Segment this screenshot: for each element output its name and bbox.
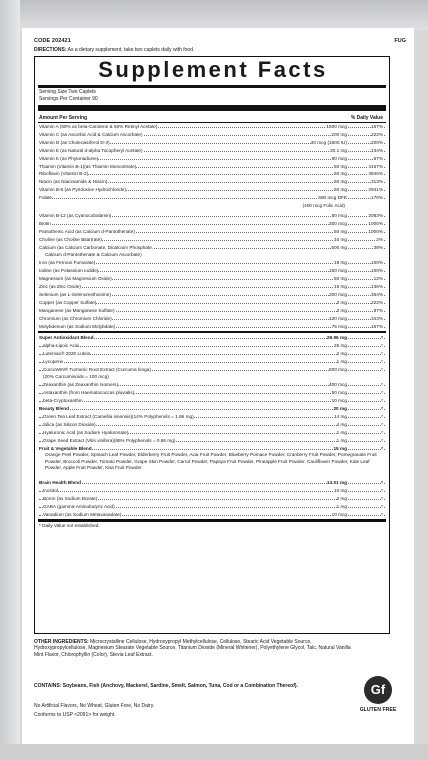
- nutrient-dv: *: [381, 406, 383, 411]
- nutrient-amount: 25 mg: [333, 342, 347, 348]
- usp-statement: Conforms to USP <2091> for weight.: [34, 712, 116, 718]
- folic-acid-text: (400 mcg Folic Acid): [302, 203, 345, 208]
- nutrient-amount: 13.01 mg: [326, 480, 347, 486]
- nutrient-row: [39, 397, 385, 404]
- nutrient-name: Choline (as Choline Bitartrate): [39, 236, 102, 242]
- nutrient-row: [39, 291, 385, 298]
- nutrient-row: [39, 244, 385, 251]
- nutrient-name: Green Tea Leaf Extract (Camellia sinensis)(14% Polyphenols = 1.96 mg): [43, 413, 194, 419]
- nutrient-dv: 38%: [373, 244, 383, 250]
- nutrient-row: [39, 163, 385, 170]
- nutrient-dv: *: [381, 390, 383, 396]
- nutrient-name: Boron (as Sodium Borate): [43, 496, 98, 501]
- nutrient-dv: *: [381, 398, 383, 404]
- nutrient-amount: 18 mg: [333, 260, 347, 266]
- nutrient-dv: 313%: [371, 179, 383, 185]
- folic-acid-note: [39, 202, 385, 209]
- nutrient-row: [39, 437, 385, 444]
- nutrient-row: [39, 275, 385, 282]
- directions-label: DIRECTIONS:: [34, 47, 67, 53]
- nutrient-row: [39, 487, 385, 494]
- nutrient-amount: 1 mg: [336, 358, 347, 364]
- nutrient-amount: 80 mcg: [331, 155, 347, 161]
- nutrient-dv: *: [381, 496, 383, 501]
- nutrient-amount: 50 mg: [333, 187, 347, 193]
- nutrient-amount: 1 mg: [336, 503, 347, 509]
- nutrient-amount: 10 mg: [333, 488, 347, 494]
- other-ingredients-text: Microcrystalline Cellulose, Hydroxypropyl Methylcellulose, Cellulose, Stearic Acid Vegetable Source, Hydroxypropylcellulose, Magnesium Stearate Vegetable Source, Titanium Dioxide (Mineral Whitener), Polyethylene Glycol, Talc, Natural Vanilla Mint Flavor, Chlorophyllin (Color), Stevia Leaf Extract.: [34, 639, 351, 658]
- nutrient-amount: 1 mg: [336, 437, 347, 443]
- nutrient-row: [39, 228, 385, 235]
- thick-rule: [38, 105, 386, 111]
- brain-health-blend-row: [39, 479, 385, 486]
- nutrient-amount: 28.96 mg: [326, 334, 347, 340]
- free-from-statement: No Artificial Flavors, No Wheat, Gluten Free, No Dairy.: [34, 703, 155, 709]
- nutrient-name: Magnesium (as Magnesium Oxide): [39, 276, 112, 282]
- nutrient-dv: *: [381, 429, 383, 435]
- nutrient-amount: 50 mg: [333, 171, 347, 177]
- nutrient-dv: 3846%: [368, 171, 383, 177]
- nutrient-name: Grape Seed Extract (Vitis vinifera)(86% Polyphenols = 0.86 mg): [43, 437, 176, 443]
- nutrient-name: Riboflavin (Vitamin B-2): [39, 171, 89, 177]
- nutrient-row: [39, 212, 385, 219]
- nutrient-amount: 75 mcg: [331, 323, 347, 329]
- nutrient-amount: 500 mcg: [329, 366, 347, 372]
- nutrient-amount: 2 mg: [336, 350, 347, 356]
- nutrient-dv: 2941%: [368, 187, 383, 193]
- nutrient-dv: *: [381, 421, 383, 427]
- nutrient-row: [39, 358, 385, 365]
- fug-mark: FUG: [394, 38, 406, 44]
- nutrient-name: Brain Health Blend: [39, 480, 81, 486]
- nutrient-amount: 50 mg: [333, 276, 347, 282]
- nutrient-amount: 2 mg: [336, 496, 347, 501]
- nutrient-row: [39, 123, 385, 130]
- nutrient-name: Vitamin B-12 (as Cyanocobalamin): [39, 212, 112, 218]
- nutrient-name: Inositol: [43, 488, 58, 494]
- nutrient-dv: *: [381, 480, 383, 486]
- gluten-free-label: GLUTEN FREE: [359, 707, 397, 713]
- nutrient-name: Iron (as Ferrous Fumarate): [39, 260, 96, 266]
- curcumin-note: [39, 373, 385, 380]
- nutrient-dv: 136%: [371, 284, 383, 289]
- nutrient-row: [39, 323, 385, 330]
- nutrient-row: [39, 389, 385, 396]
- nutrient-amount: 20 mg: [333, 406, 347, 411]
- nutrient-amount: 50 mg: [333, 228, 347, 234]
- nutrient-amount: 50 mcg: [331, 212, 347, 218]
- note-text: * Daily Value not established.: [39, 523, 100, 529]
- leader-dots: [39, 354, 385, 355]
- nutrient-row: [39, 413, 385, 420]
- nutrient-dv: 134%: [371, 147, 383, 153]
- nutrient-row: [39, 259, 385, 266]
- nutrient-row: [39, 186, 385, 193]
- nutrient-dv: 12%: [373, 276, 383, 282]
- nutrient-name: Vitamin D (as Cholecalciferol D-3): [39, 139, 110, 145]
- nutrient-dv: *: [381, 503, 383, 509]
- product-code: CODE 202421: [34, 38, 71, 44]
- amount-header: Amount Per Serving: [39, 115, 88, 121]
- nutrient-row: [39, 170, 385, 177]
- other-ingredients: [34, 639, 354, 658]
- nutrient-row: [39, 366, 385, 373]
- nutrient-row: [39, 299, 385, 306]
- nutrient-name: Thiamin (Vitamin B-1)(as Thiamin Mononitrate): [39, 163, 137, 169]
- nutrient-name: Iodine (as Potassium Iodide): [39, 268, 99, 274]
- note-text: Calcium d-Pantothenate & Calcium Ascorbate): [45, 252, 142, 258]
- nutrient-dv: 222%: [371, 299, 383, 305]
- nutrient-name: Lutemax® 2020 Lutein: [43, 350, 91, 356]
- nutrient-amount: 4 mg: [336, 421, 347, 427]
- nutrient-dv: 343%: [371, 315, 383, 321]
- nutrient-dv: *: [381, 358, 383, 364]
- package-top-edge: [0, 0, 428, 30]
- nutrient-amount: 120 mcg: [329, 315, 347, 321]
- nutrient-name: Chromium (as Chromium Chloride): [39, 315, 112, 321]
- nutrient-dv: *: [381, 511, 383, 517]
- nutrient-name: Lycopene: [43, 358, 64, 364]
- nutrient-dv: *: [381, 488, 383, 494]
- allergen-statement: CONTAINS: Soybeans, Fish (Anchovy, Mackerel, Sardine, Smelt, Salmon, Tuna, Cod or a Combination Thereof).: [34, 683, 298, 689]
- nutrient-name: Pantothenic Acid (as Calcium d-Pantothenate): [39, 228, 135, 234]
- nutrient-amount: 2 mg: [336, 299, 347, 305]
- nutrient-amount: 10 mcg: [331, 511, 347, 517]
- nutrient-row: [39, 511, 385, 518]
- nutrient-name: Silica (as Silicon Dioxide): [43, 421, 96, 427]
- nutrient-row: [39, 147, 385, 154]
- directions-text: As a dietary supplement, take two caplets daily with food.: [66, 47, 195, 53]
- nutrient-dv: 4167%: [368, 163, 383, 169]
- nutrient-dv: *: [381, 366, 383, 372]
- nutrient-row: [39, 131, 385, 138]
- nutrient-name: Copper (as Copper Sulfate): [39, 299, 97, 305]
- nutrient-dv: 1000%: [368, 220, 383, 226]
- package-left-edge: [0, 0, 20, 760]
- nutrient-row: [39, 350, 385, 357]
- nutrient-row: [39, 503, 385, 510]
- nutrient-name: Niacin (as Niacinamide & Niacin): [39, 179, 108, 185]
- nutrient-row: [39, 342, 385, 349]
- nutrient-name: Selenium (as L-Selenomethionine): [39, 291, 111, 297]
- nutrient-row: [39, 495, 385, 502]
- nutrient-name: alpha-Lipoic Acid: [43, 342, 79, 348]
- nutrient-amount: 50 mg: [333, 163, 347, 169]
- antioxidant-blend-row: [39, 334, 385, 341]
- dv-footnote: [39, 522, 385, 529]
- nutrient-dv: *: [381, 413, 383, 419]
- nutrient-row: [39, 194, 385, 201]
- nutrient-amount: 400 mcg: [329, 382, 347, 388]
- nutrient-name: beta-Cryptoxanthin: [43, 398, 83, 404]
- nutrient-dv: 100%: [371, 260, 383, 266]
- nutrient-dv: 2083%: [368, 212, 383, 218]
- nutrient-name: Vitamin B-6 (as Pyridoxine Hydrochloride): [39, 187, 126, 193]
- nutrient-amount: 200 mg: [331, 131, 347, 137]
- nutrient-row: [39, 381, 385, 388]
- leader-dots: [39, 362, 385, 363]
- nutrient-name: Vitamin E (as Natural d-alpha Tocopheryl Acetate): [39, 147, 143, 153]
- nutrient-amount: 680 mcg DFE: [318, 195, 347, 201]
- nutrient-amount: 1 mg: [336, 429, 347, 435]
- nutrient-row: [39, 139, 385, 146]
- supplement-facts-box: [34, 56, 390, 634]
- package-bottom-edge: [0, 744, 428, 760]
- nutrient-row: [39, 315, 385, 322]
- nutrient-dv: 170%: [371, 195, 383, 201]
- nutrient-amount: 300 mcg: [329, 220, 347, 226]
- nutrient-name: Beauty Blend: [39, 406, 69, 411]
- nutrient-dv: 100%: [371, 268, 383, 274]
- nutrient-row: [39, 155, 385, 162]
- nutrient-amount: 50 mg: [333, 179, 347, 185]
- nutrient-amount: 150 mcg: [329, 268, 347, 274]
- calcium-continuation: [39, 251, 385, 258]
- nutrient-row: [39, 220, 385, 227]
- gluten-free-icon: Gf: [364, 676, 392, 704]
- nutrient-amount: 15 mg: [333, 445, 347, 451]
- nutrient-amount: 15 mg: [333, 284, 347, 289]
- nutrient-name: Calcium (as Calcium Carbonate, Dicalcium Phosphate,: [39, 244, 154, 250]
- nutrient-amount: 14 mg: [333, 413, 347, 419]
- nutrient-amount: 20.1 mg: [330, 147, 347, 153]
- nutrient-name: Astaxanthin (from Haematococcus pluvialis): [43, 390, 135, 396]
- nutrient-amount: 50 mcg: [331, 390, 347, 396]
- nutrient-name: Folate: [39, 195, 53, 201]
- nutrient-row: [39, 421, 385, 428]
- nutrient-name: Fruit & Vegetable Blend: [39, 445, 92, 451]
- nutrient-dv: 200%: [371, 139, 383, 145]
- nutrient-dv: *: [381, 334, 383, 340]
- fruit-vegetable-blend-row: [39, 445, 385, 452]
- nutrient-name: Vitamin C (as Ascorbic Acid & Calcium Ascorbate): [39, 131, 143, 137]
- nutrient-dv: *: [381, 437, 383, 443]
- nutrient-dv: *: [381, 350, 383, 356]
- nutrient-name: Vitamin A (50% as beta-Carotene & 50% Retinyl Acetate): [39, 124, 158, 129]
- nutrient-name: Molybdenum (as Sodium Molybdate): [39, 323, 116, 329]
- nutrient-row: [39, 283, 385, 290]
- nutrient-dv: *: [381, 382, 383, 388]
- nutrient-dv: 87%: [373, 307, 383, 313]
- title-rule: [38, 85, 386, 88]
- facts-title: Supplement Facts: [98, 57, 328, 82]
- nutrient-amount: 10 mg: [333, 236, 347, 242]
- beauty-blend-row: [39, 405, 385, 412]
- nutrient-name: CurcuWIN® Turmeric Root Extract (Curcuma longa): [43, 366, 151, 372]
- nutrient-dv: 364%: [371, 291, 383, 297]
- nutrient-name: GABA (gamma-Aminobutyric Acid): [43, 503, 115, 509]
- nutrient-dv: 167%: [371, 124, 383, 129]
- nutrient-row: [39, 307, 385, 314]
- nutrient-amount: 200 mcg: [329, 291, 347, 297]
- nutrient-name: Vitamin K (as Phytonadione): [39, 155, 99, 161]
- nutrient-amount: 1500 mcg: [326, 124, 347, 129]
- nutrient-amount: 500 mg: [331, 244, 347, 250]
- nutrient-amount: 40 mcg (1600 IU): [310, 139, 347, 145]
- nutrient-dv: *: [381, 445, 383, 451]
- nutrient-dv: 67%: [373, 155, 383, 161]
- nutrient-name: Vanadium (as Sodium Metavanadate): [43, 511, 122, 517]
- nutrient-name: Manganese (as Manganese Sulfate): [39, 307, 115, 313]
- other-ingredients-label: OTHER INGREDIENTS:: [34, 639, 89, 645]
- nutrient-amount: 10 mcg: [331, 398, 347, 404]
- nutrient-dv: *: [381, 342, 383, 348]
- nutrient-name: Zinc (as Zinc Oxide): [39, 284, 81, 289]
- nutrient-row: [39, 267, 385, 274]
- nutrient-dv: 2%: [376, 236, 383, 242]
- servings-per-container: Servings Per Container 90: [39, 96, 98, 102]
- nutrient-name: Hyaluronic Acid (as Sodium Hyaluronate): [43, 429, 129, 435]
- fruit-vegetable-ingredients: Orange Peel Powder, Spinach Leaf Powder, Elderberry Fruit Powder, Acai Fruit Powder, Blueberry Pomace Powder, Cranberry Fruit Powder, Pomegranate Fruit Powder, Broccoli Powder, Tomato Powder, Grape Skin Powder, Carrot Powder, Papaya Fruit Powder, Pineapple Fruit Powder, Cauliflower Powder, Kale Leaf Powder, Apple Fruit Powder, Kiwi Fruit Powder: [45, 452, 377, 470]
- nutrient-dv: 222%: [371, 131, 383, 137]
- nutrient-row: [39, 178, 385, 185]
- note-text: (20% Curcuminoids = 100 mcg): [43, 374, 109, 380]
- nutrient-name: Biotin: [39, 220, 51, 226]
- column-header: [39, 115, 385, 121]
- nutrient-dv: 1000%: [368, 228, 383, 234]
- nutrient-name: Zeaxanthin (as Zeaxanthin Isomers): [43, 382, 119, 388]
- dv-header: % Daily Value: [350, 115, 383, 121]
- directions: [34, 47, 194, 53]
- serving-size: Serving Size Two Caplets: [39, 89, 96, 95]
- nutrient-dv: 167%: [371, 323, 383, 329]
- nutrient-amount: 2 mg: [336, 307, 347, 313]
- nutrient-row: [39, 236, 385, 243]
- nutrient-row: [39, 429, 385, 436]
- nutrient-name: Super Antioxidant Blend: [39, 334, 94, 340]
